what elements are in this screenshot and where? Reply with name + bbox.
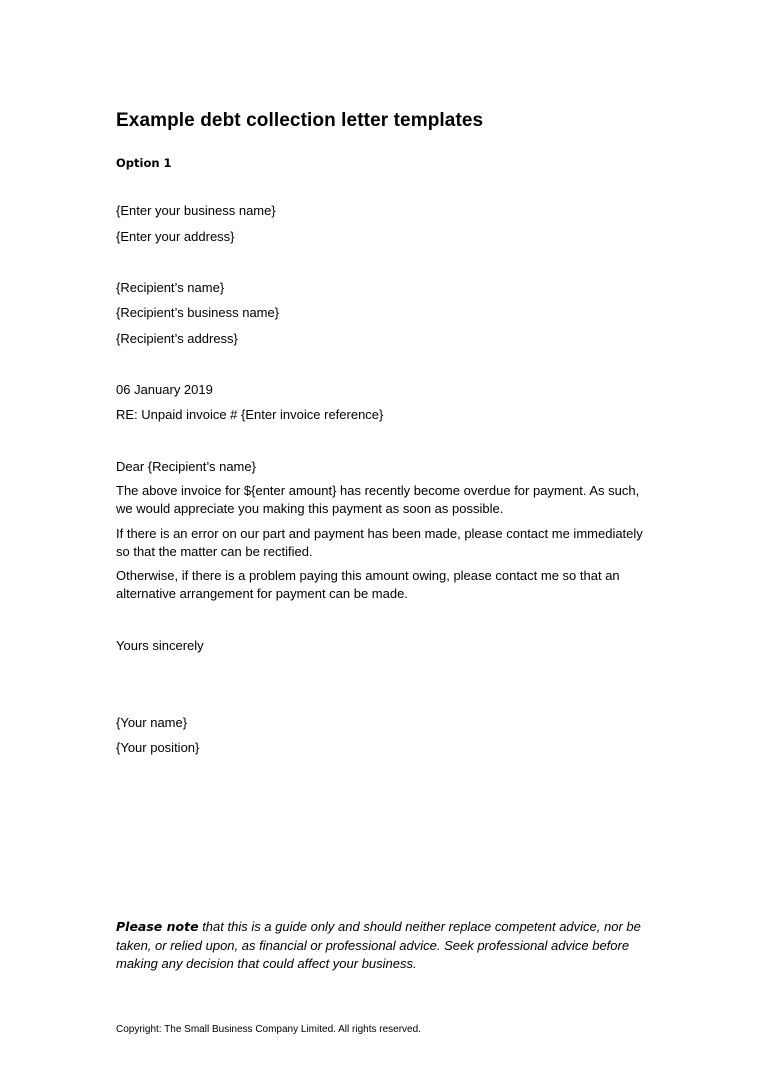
re-line: RE: Unpaid invoice # {Enter invoice reference} (116, 407, 384, 422)
option-label: Option 1 (116, 156, 172, 170)
recipient-address: {Recipient’s address} (116, 331, 238, 346)
document-title: Example debt collection letter templates (116, 110, 484, 131)
disclaimer-lead: Please note (116, 919, 199, 934)
salutation: Dear {Recipient’s name} (116, 459, 256, 474)
letter-date: 06 January 2019 (116, 382, 213, 397)
recipient-business-name: {Recipient’s business name} (116, 305, 280, 320)
body-paragraph: The above invoice for ${enter amount} has recently become overdue for payment. As such, we would appreciate you making this payment as soon as possible. (116, 483, 640, 516)
disclaimer-note (116, 918, 656, 974)
signature-position: {Your position} (116, 740, 200, 755)
copyright-footer: Copyright: The Small Business Company Limited. All rights reserved. (116, 1024, 421, 1035)
signature-name: {Your name} (116, 715, 188, 730)
body-paragraph: If there is an error on our part and payment has been made, please contact me immediately so that the matter can be rectified. (116, 526, 643, 559)
body-paragraph: Otherwise, if there is a problem paying this amount owing, please contact me so that an alternative arrangement for payment can be made. (116, 568, 620, 601)
sender-address: {Enter your address} (116, 229, 235, 244)
sender-business-name: {Enter your business name} (116, 203, 276, 218)
disclaimer-text: that this is a guide only and should neither replace competent advice, nor be taken, or relied upon, as financial or professional advice. Seek professional advice before making any decision that could affect your business. (116, 919, 641, 971)
recipient-name: {Recipient’s name} (116, 280, 225, 295)
closing: Yours sincerely (116, 638, 204, 653)
